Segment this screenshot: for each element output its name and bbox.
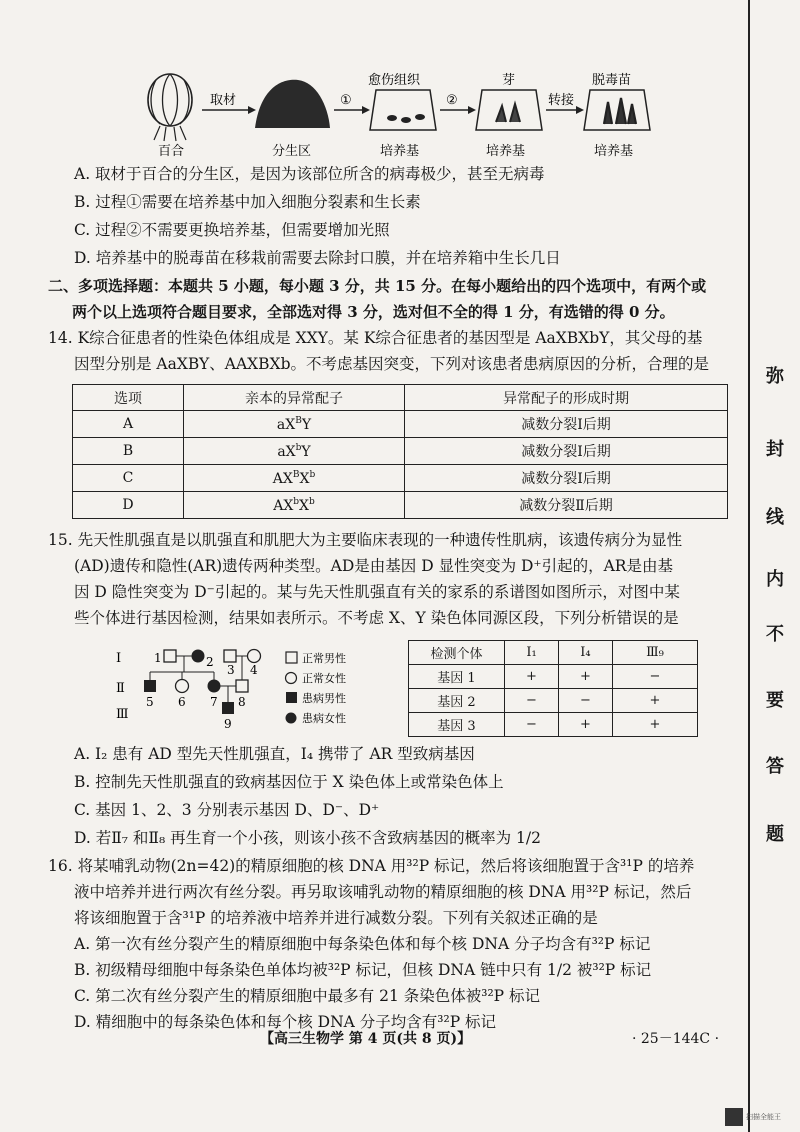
gen-label-2: Ⅱ [116,681,125,696]
exam-code: · 25－144C · [632,1031,720,1047]
label-medium-2: 培养基 [486,144,526,159]
q15-test-table [408,640,698,737]
svg-text:8: 8 [238,695,246,709]
gen-label-1: Ⅰ [116,651,122,666]
arrow-label-2: ① [340,93,352,108]
legend-affected-female: 患病女性 [302,712,346,725]
svg-text:5: 5 [146,695,154,709]
side-char: 内 [766,569,784,590]
legend-normal-female: 正常女性 [302,672,346,685]
qr-code-icon [725,1108,743,1126]
q14-cell-gamete: $aX^BY$ [184,411,405,438]
side-char: 线 [766,507,784,528]
label-bud: 芽 [502,73,516,88]
meristem-icon [255,80,330,128]
section2-line1: 二、多项选择题：本题共 5 小题，每小题 3 分，共 15 分。在每小题给出的四个选项中，有两个或 [48,277,707,295]
q14-cell-opt: D [73,492,184,519]
q15-stem-line4: 些个体进行基因检测，结果如表所示。不考虑 X、Y 染色体同源区段，下列分析错误的是 [74,609,679,627]
lily-bulb-icon [148,74,192,141]
label-seedling: 脱毒苗 [592,73,632,88]
binding-line [748,0,750,1132]
svg-text:1: 1 [154,651,162,665]
svg-text:9: 9 [224,717,232,731]
q16-option-b: B. 初级精母细胞中每条染色单体均被³²P 标记，但核 DNA 链中只有 1/2 被³²P 标记 [74,961,652,979]
arrow-label-4: 转接 [548,93,575,108]
label-medium-3: 培养基 [594,144,634,159]
q13-option-d: D. 培养基中的脱毒苗在移栽前需要去除封口膜，并在培养箱中生长几日 [74,249,561,267]
table-row [73,492,728,519]
arrow-label-1: 取材 [210,93,237,108]
q14-header-gamete: 亲本的异常配子 [184,385,405,411]
q14-cell-gamete: $aX^bY$ [184,438,405,465]
tissue-culture-figure [130,10,660,160]
label-callus: 愈伤组织 [368,73,421,88]
side-char: 要 [766,690,784,711]
q13-option-b: B. 过程①需要在培养基中加入细胞分裂素和生长素 [74,193,421,211]
table-row: 基因 3 − + + [409,713,698,737]
side-char: 封 [766,439,784,460]
table-row: 基因 1 + + − [409,665,698,689]
q15-option-b: B. 控制先天性肌强直的致病基因位于 X 染色体上或常染色体上 [74,773,504,791]
q14-table [72,384,728,519]
q14-cell-period: 减数分裂Ⅰ后期 [405,465,728,492]
side-char: 答 [766,756,784,777]
table-row [73,438,728,465]
q13-option-c: C. 过程②不需要更换培养基，但需要增加光照 [74,221,390,239]
q13-option-a: A. 取材于百合的分生区，是因为该部位所含的病毒极少，甚至无病毒 [74,165,545,183]
legend-normal-male: 正常男性 [302,652,346,665]
table-row [73,465,728,492]
svg-text:4: 4 [250,663,258,677]
q16-option-c: C. 第二次有丝分裂产生的精原细胞中最多有 21 条染色体被³²P 标记 [74,987,541,1005]
q15-stem-line3: 因 D 隐性突变为 D⁻引起的。某与先天性肌强直有关的家系的系谱图如图所示，对图中某 [74,583,680,601]
svg-text:6: 6 [178,695,186,709]
q14-header-period: 异常配子的形成时期 [405,385,728,411]
q15-header-iii9: Ⅲ₉ [612,641,697,665]
table-row [73,411,728,438]
side-char: 不 [766,624,784,645]
flask-2-icon [476,90,542,130]
q15-option-a: A. Ⅰ₂ 患有 AD 型先天性肌强直，Ⅰ₄ 携带了 AR 型致病基因 [74,745,475,763]
q14-cell-period: 减数分裂Ⅱ后期 [405,492,728,519]
legend-affected-male: 患病男性 [302,692,346,705]
q16-stem-line3: 将该细胞置于含³¹P 的培养液中培养并进行减数分裂。下列有关叙述正确的是 [74,909,598,927]
q16-stem-line2: 液中培养并进行两次有丝分裂。再另取该哺乳动物的精原细胞的核 DNA 用³²P 标记，然后 [74,883,692,901]
side-char: 弥 [766,366,784,387]
q16-option-d: D. 精细胞中的每条染色体和每个核 DNA 分子均含有³²P 标记 [74,1013,497,1031]
q15-option-d: D. 若Ⅱ₇ 和Ⅱ₈ 再生育一个小孩，则该小孩不含致病基因的概率为 1/2 [74,829,541,847]
q14-cell-opt: A [73,411,184,438]
q15-header-subject: 检测个体 [409,641,505,665]
q14-cell-gamete: $AX^bX^b$ [184,492,405,519]
q15-stem-line1: 15. 先天性肌强直是以肌强直和肌肥大为主要临床表现的一种遗传性肌病，该遗传病分为显性 [48,531,683,549]
scanner-watermark: 扫描全能王 [746,1113,781,1121]
q15-header-i4: Ⅰ₄ [558,641,612,665]
q15-option-c: C. 基因 1、2、3 分别表示基因 D、D⁻、D⁺ [74,801,380,819]
svg-text:2: 2 [206,655,214,669]
q14-cell-opt: C [73,465,184,492]
q15-header-i1: Ⅰ₁ [505,641,559,665]
q14-cell-period: 减数分裂Ⅰ后期 [405,438,728,465]
arrow-label-3: ② [446,93,458,108]
q14-stem-line2: 因型分别是 AaXBY、AAXBXb。不考虑基因突变，下列对该患者患病原因的分析，合理的是 [74,355,710,373]
q15-stem-line2: (AD)遗传和隐性(AR)遗传两种类型。AD是由基因 D 显性突变为 D⁺引起的，AR是由基 [74,557,673,575]
q14-cell-gamete: $AX^BX^b$ [184,465,405,492]
pedigree-chart [110,640,400,740]
label-lily: 百合 [158,144,185,159]
page-footer: 【高三生物学 第 4 页(共 8 页)】 [260,1031,472,1047]
side-char: 题 [766,824,784,845]
svg-text:3: 3 [227,663,235,677]
q14-header-option: 选项 [73,385,184,411]
flask-1-icon [370,90,436,130]
svg-text:7: 7 [210,695,218,709]
q14-stem-line1: 14. K综合征患者的性染色体组成是 XXY。某 K综合征患者的基因型是 AaXBXbY，其父母的基 [48,329,703,347]
table-row: 基因 2 − − + [409,689,698,713]
q16-option-a: A. 第一次有丝分裂产生的精原细胞中每条染色体和每个核 DNA 分子均含有³²P 标记 [74,935,651,953]
label-meristem: 分生区 [272,144,312,159]
gen-label-3: Ⅲ [116,707,129,722]
q14-cell-period: 减数分裂Ⅰ后期 [405,411,728,438]
q14-cell-opt: B [73,438,184,465]
label-medium-1: 培养基 [380,144,420,159]
q16-stem-line1: 16. 将某哺乳动物(2n=42)的精原细胞的核 DNA 用³²P 标记，然后将该细胞置于含³¹P 的培养 [48,857,695,875]
section2-line2: 两个以上选项符合题目要求，全部选对得 3 分，选对但不全的得 1 分，有选错的得 0 分。 [72,303,675,321]
